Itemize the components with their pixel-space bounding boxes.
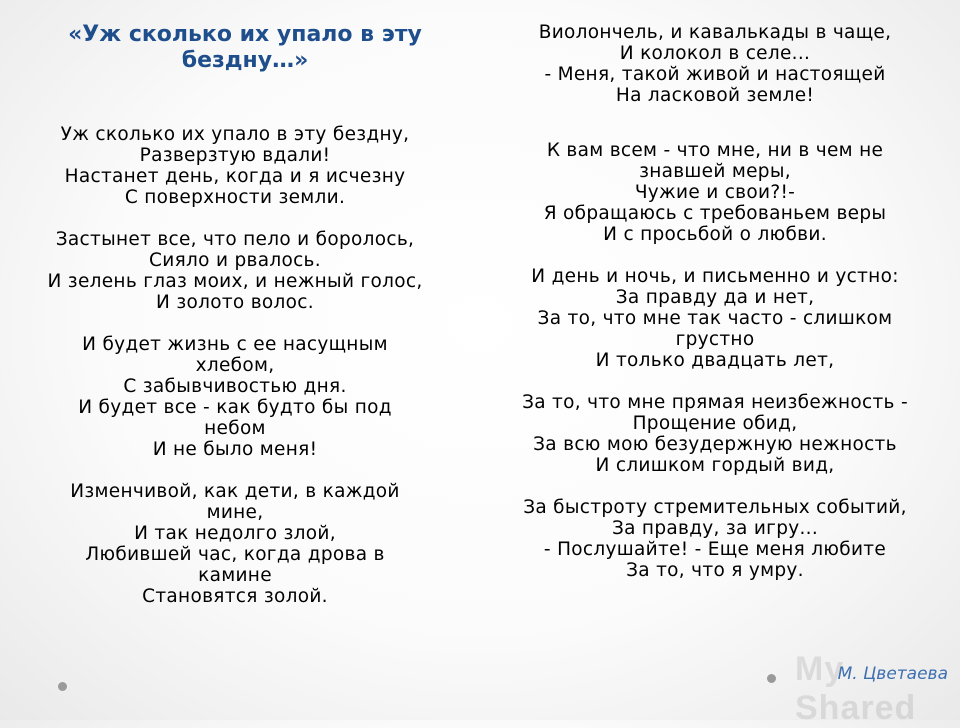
- stanza-9: [470, 497, 960, 581]
- stanza-4: [0, 481, 470, 607]
- poem-line: Я обращаюсь с требованьем веры: [543, 203, 887, 224]
- poem-line: грустно: [675, 329, 755, 350]
- poem-line: С забывчивостью дня.: [123, 376, 347, 397]
- poem-line: знавшей меры,: [639, 161, 791, 182]
- poem-line: И не было меня!: [152, 439, 318, 460]
- poem-line: И колокол в селе...: [619, 43, 811, 64]
- poem-line: Любившей час, когда дрова в: [85, 544, 385, 565]
- bullet-dot-icon: [58, 682, 67, 691]
- stanza-5: [470, 22, 960, 106]
- author-signature: М. Цветаева: [837, 664, 948, 684]
- poem-line: На ласковой земле!: [615, 85, 815, 106]
- poem-line: Застынет все, что пело и боролось,: [55, 229, 415, 250]
- poem-line: За быстроту стремительных событий,: [523, 497, 907, 518]
- poem-line: За всю мою безудержную нежность: [533, 434, 897, 455]
- bullet-dot-icon: [767, 674, 776, 683]
- poem-line: И так недолго злой,: [134, 523, 336, 544]
- stanza-7: [470, 266, 960, 371]
- poem-line: - Меня, такой живой и настоящей: [544, 64, 886, 85]
- stanza-8: [470, 392, 960, 476]
- poem-line: Изменчивой, как дети, в каждой: [70, 481, 400, 502]
- poem-line: Уж сколько их упало в эту бездну,: [60, 124, 410, 145]
- stanza-3: [0, 334, 470, 460]
- poem-right-column: [470, 22, 960, 581]
- poem-line: Разверзтую вдали!: [139, 145, 331, 166]
- poem-line: камине: [198, 565, 272, 586]
- poem-line: хлебом,: [195, 355, 275, 376]
- poem-line: С поверхности земли.: [124, 187, 346, 208]
- poem-line: И будет все - как будто бы под: [78, 397, 392, 418]
- poem-line: - Послушайте! - Еще меня любите: [543, 539, 887, 560]
- poem-line: За правду, за игру...: [611, 518, 819, 539]
- poem-line: мине,: [206, 502, 264, 523]
- poem-line: Становятся золой.: [142, 586, 328, 607]
- poem-line: Чужие и свои?!-: [634, 182, 796, 203]
- poem-line: Виолончель, и кавалькады в чаще,: [538, 22, 892, 43]
- stanza-2: [0, 229, 470, 313]
- poem-line: За то, что мне прямая неизбежность -: [522, 392, 908, 413]
- page-title: «Уж сколько их упало в эту бездну…»: [68, 22, 422, 73]
- poem-line: Настанет день, когда и я исчезну: [64, 166, 406, 187]
- poem-line: И будет жизнь с ее насущным: [82, 334, 388, 355]
- poem-line: небом: [204, 418, 266, 439]
- poem-line: И зелень глаз моих, и нежный голос,: [47, 271, 423, 292]
- poem-line: За то, что мне так часто - слишком: [537, 308, 893, 329]
- poem-line: За то, что я умру.: [626, 560, 804, 581]
- poem-line: И день и ночь, и письменно и устно:: [531, 266, 899, 287]
- stanza-6: [470, 140, 960, 245]
- poem-line: Прощение обид,: [632, 413, 798, 434]
- poem-line: За правду да и нет,: [615, 287, 815, 308]
- poem-line: И только двадцать лет,: [595, 350, 835, 371]
- poem-line: К вам всем - что мне, ни в чем не: [546, 140, 884, 161]
- stanza-1: [0, 124, 470, 208]
- poem-line: Сияло и рвалось.: [149, 250, 321, 271]
- poem-left-column: [0, 124, 470, 607]
- poem-line: И золото волос.: [156, 292, 314, 313]
- poem-line: И с просьбой о любви.: [603, 224, 827, 245]
- poem-line: И слишком гордый вид,: [595, 455, 835, 476]
- watermark-logo: My Shared: [795, 650, 917, 727]
